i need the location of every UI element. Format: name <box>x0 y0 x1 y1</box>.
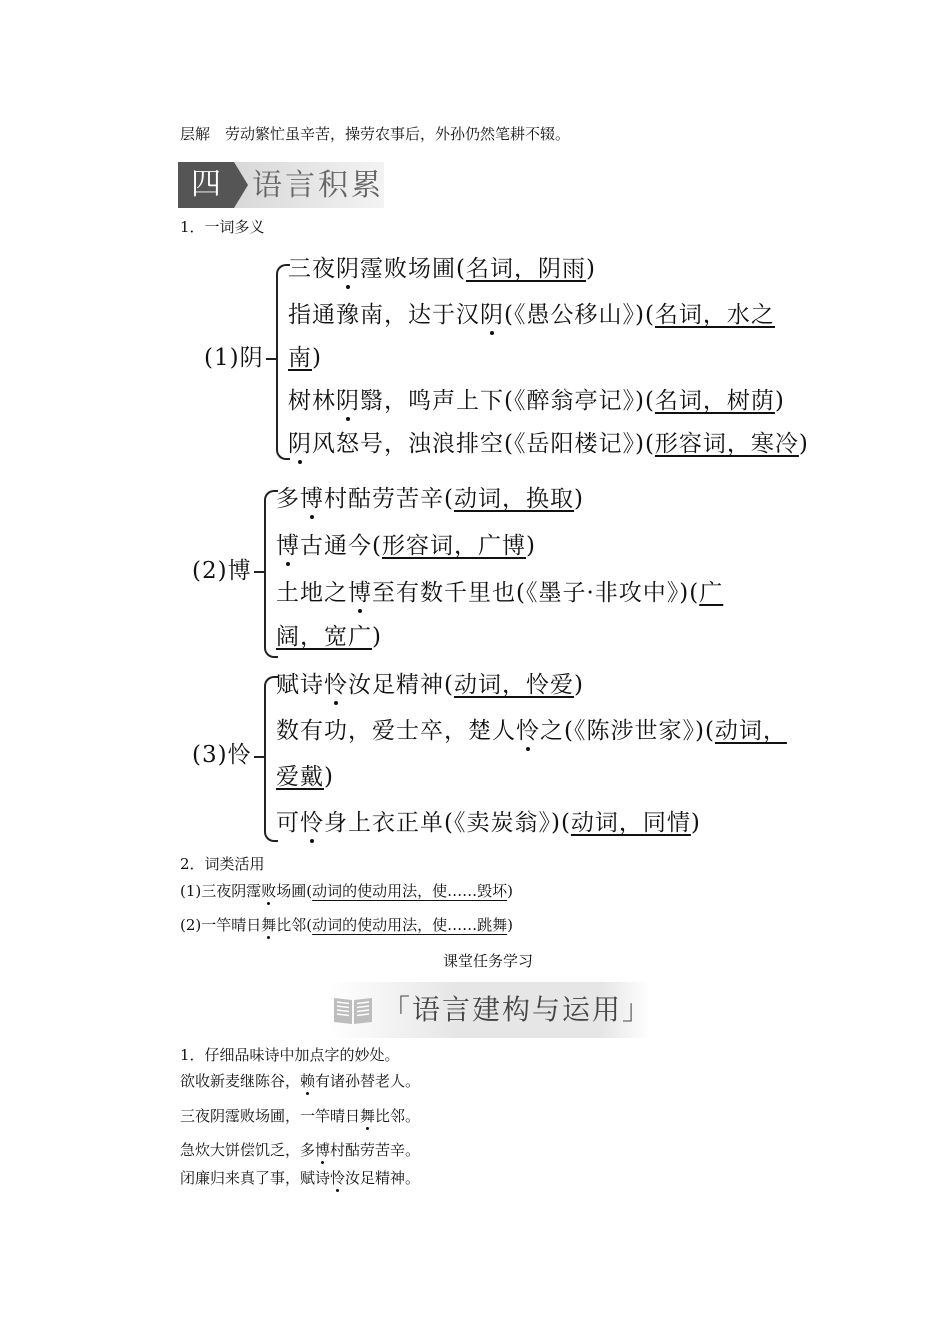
usage-heading: 2．词类活用 <box>180 855 265 873</box>
yin-line-4: 阴风怒号，浊浪排空(《岳阳楼记》)(形容词，寒冷) <box>288 431 809 457</box>
section-number-badge: 四 <box>178 162 234 208</box>
banner-title: 「语言建构与运用」 <box>382 993 653 1026</box>
lian-line-2-cont: 爱戴) <box>276 764 334 790</box>
yin-line-2-cont: 南) <box>288 345 322 371</box>
intro-line: 层解 劳动繁忙虽辛苦，操劳农事后，外孙仍然笔耕不辍。 <box>180 125 571 143</box>
lian-line-3: 可怜身上衣正单(《卖炭翁》)(动词，同情) <box>276 810 701 836</box>
poem-line-2: 三夜阴霪败场圃，一竿晴日舞比邻。 <box>180 1107 421 1125</box>
usage-item-1: (1)三夜阴霪败场圃(动词的使动用法，使……毁坏) <box>180 882 513 900</box>
brace-tip-lian <box>254 756 264 758</box>
open-book-icon <box>332 994 374 1026</box>
lian-line-1: 赋诗怜汝足精神(动词，怜爱) <box>276 672 584 698</box>
yin-line-1: 三夜阴霪败场圃(名词，阴雨) <box>288 256 596 282</box>
section-title: 语言积累 <box>252 168 384 203</box>
bo-line-2: 博古通今(形容词，广博) <box>276 533 536 559</box>
task-heading: 1．仔细品味诗中加点字的妙处。 <box>180 1046 400 1064</box>
classroom-title: 课堂任务学习 <box>443 952 534 970</box>
bo-line-3-cont: 阔，宽广) <box>276 624 382 650</box>
brace-tip-bo <box>254 571 264 573</box>
polysemy-heading: 1．一词多义 <box>180 218 265 236</box>
poem-line-3: 急炊大饼偿饥乏，多博村酤劳苦辛。 <box>180 1141 421 1159</box>
lian-line-2: 数有功，爱士卒，楚人怜之(《陈涉世家》)(动词， <box>276 718 787 744</box>
group-label-bo: (2)博 <box>192 558 252 584</box>
section-arrow-icon <box>234 162 248 208</box>
brace-tip-yin <box>266 358 276 360</box>
bo-line-3: 土地之博至有数千里也(《墨子·非攻中》)(广 <box>276 580 724 606</box>
group-label-lian: (3)怜 <box>192 742 252 768</box>
usage-item-2: (2)一竿晴日舞比邻(动词的使动用法，使……跳舞) <box>180 916 513 934</box>
poem-line-1: 欲收新麦继陈谷，赖有诸孙替老人。 <box>180 1072 421 1090</box>
yin-line-3: 树林阴翳，鸣声上下(《醉翁亭记》)(名词，树荫) <box>288 388 785 414</box>
poem-line-4: 闭廉归来真了事，赋诗怜汝足精神。 <box>180 1169 421 1187</box>
bo-line-1: 多博村酤劳苦辛(动词，换取) <box>276 486 584 512</box>
group-label-yin: (1)阴 <box>204 345 264 371</box>
yin-line-2: 指通豫南，达于汉阴(《愚公移山》)(名词，水之 <box>288 302 775 328</box>
